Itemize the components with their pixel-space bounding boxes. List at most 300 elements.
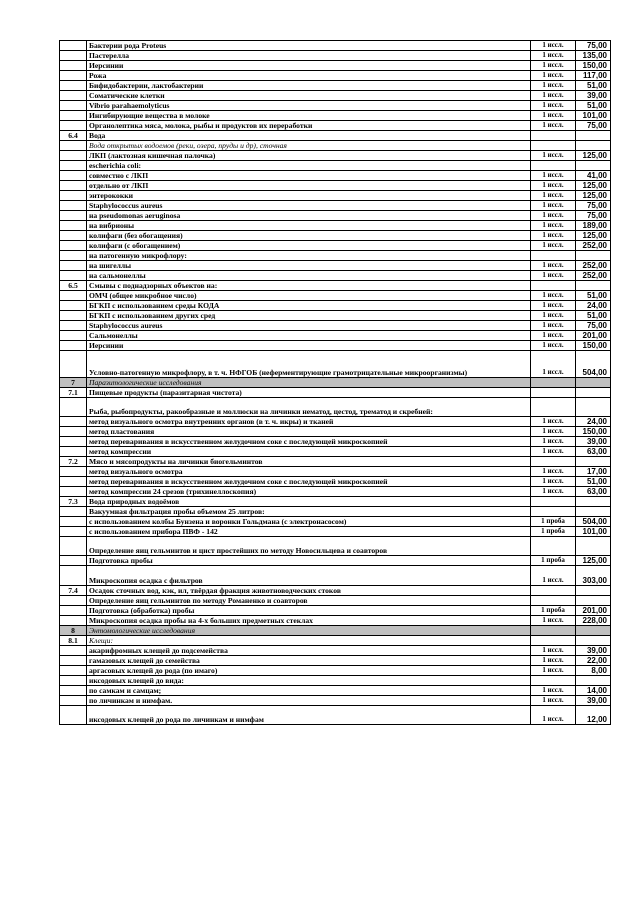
- table-row: [60, 101, 611, 111]
- item-name: по самкам и самцам;: [87, 686, 531, 696]
- price-cell: [576, 636, 611, 646]
- item-name: метод переваривания в искусственном желудочном соке с последующей микроскопией: [87, 477, 531, 487]
- table-row: [60, 437, 611, 447]
- price-cell: [576, 457, 611, 467]
- price-cell: 228,00: [576, 616, 611, 626]
- table-row: [60, 181, 611, 191]
- row-number: [60, 141, 87, 151]
- item-name: Staphylococcus aureus: [87, 321, 531, 331]
- price-cell: [576, 378, 611, 388]
- row-number: [60, 487, 87, 497]
- table-row: [60, 191, 611, 201]
- price-cell: [576, 497, 611, 507]
- unit-cell: 1 иссл.: [531, 447, 576, 457]
- price-cell: 252,00: [576, 241, 611, 251]
- unit-cell: 1 иссл.: [531, 666, 576, 676]
- table-row: [60, 331, 611, 341]
- row-number: [60, 321, 87, 331]
- item-name: Условно-патогенную микрофлору, в т. ч. НФГОБ (неферментирующие грамотрицательные микроорганизмы): [87, 351, 531, 378]
- table-row: [60, 497, 611, 507]
- price-cell: 41,00: [576, 171, 611, 181]
- row-number: [60, 311, 87, 321]
- row-number: [60, 537, 87, 556]
- table-row: [60, 676, 611, 686]
- unit-cell: 1 иссл.: [531, 91, 576, 101]
- item-name: Вода: [87, 131, 531, 141]
- unit-cell: 1 проба: [531, 527, 576, 537]
- row-number: [60, 606, 87, 616]
- table-row: [60, 321, 611, 331]
- unit-cell: [531, 596, 576, 606]
- unit-cell: 1 иссл.: [531, 61, 576, 71]
- price-cell: [576, 507, 611, 517]
- table-row: [60, 311, 611, 321]
- item-name: Ингибирующие вещества в молоке: [87, 111, 531, 121]
- table-row: [60, 527, 611, 537]
- row-number: [60, 51, 87, 61]
- unit-cell: 1 иссл.: [531, 417, 576, 427]
- item-name: БГКП с использованием среды КОДА: [87, 301, 531, 311]
- table-row: [60, 351, 611, 378]
- row-number: [60, 251, 87, 261]
- unit-cell: 1 иссл.: [531, 191, 576, 201]
- item-name: Соматические клетки: [87, 91, 531, 101]
- table-row: [60, 231, 611, 241]
- row-number: [60, 447, 87, 457]
- unit-cell: 1 иссл.: [531, 171, 576, 181]
- table-row: [60, 71, 611, 81]
- unit-cell: 1 иссл.: [531, 181, 576, 191]
- unit-cell: [531, 676, 576, 686]
- row-number: [60, 101, 87, 111]
- unit-cell: 1 иссл.: [531, 261, 576, 271]
- unit-cell: 1 иссл.: [531, 51, 576, 61]
- table-row: [60, 477, 611, 487]
- row-number: 7.3: [60, 497, 87, 507]
- row-number: [60, 231, 87, 241]
- unit-cell: [531, 457, 576, 467]
- price-cell: 125,00: [576, 556, 611, 566]
- unit-cell: [531, 161, 576, 171]
- table-row: [60, 281, 611, 291]
- table-row: [60, 427, 611, 437]
- table-row: [60, 696, 611, 706]
- table-row: [60, 241, 611, 251]
- unit-cell: 1 иссл.: [531, 351, 576, 378]
- table-row: [60, 556, 611, 566]
- table-row: [60, 301, 611, 311]
- table-row: [60, 378, 611, 388]
- row-number: [60, 161, 87, 171]
- unit-cell: [531, 131, 576, 141]
- item-name: Иерсинии: [87, 341, 531, 351]
- item-name: на шигеллы: [87, 261, 531, 271]
- table-row: [60, 636, 611, 646]
- table-row: [60, 61, 611, 71]
- unit-cell: [531, 507, 576, 517]
- unit-cell: 1 иссл.: [531, 487, 576, 497]
- row-number: [60, 81, 87, 91]
- price-cell: 201,00: [576, 606, 611, 616]
- unit-cell: 1 иссл.: [531, 646, 576, 656]
- table-row: [60, 507, 611, 517]
- unit-cell: 1 иссл.: [531, 291, 576, 301]
- table-row: [60, 646, 611, 656]
- item-name: escherichia coli:: [87, 161, 531, 171]
- item-name: Микроскопия осадка с фильтров: [87, 566, 531, 586]
- price-cell: 75,00: [576, 41, 611, 51]
- row-number: [60, 291, 87, 301]
- item-name: Иерсинии: [87, 61, 531, 71]
- table-row: [60, 291, 611, 301]
- item-name: Бактерии рода Proteus: [87, 41, 531, 51]
- row-number: [60, 331, 87, 341]
- row-number: [60, 241, 87, 251]
- price-cell: 24,00: [576, 417, 611, 427]
- table-row: [60, 171, 611, 181]
- unit-cell: 1 проба: [531, 606, 576, 616]
- table-row: [60, 596, 611, 606]
- item-name: Подготовка пробы: [87, 556, 531, 566]
- unit-cell: 1 иссл.: [531, 271, 576, 281]
- row-number: [60, 121, 87, 131]
- price-cell: 101,00: [576, 527, 611, 537]
- row-number: [60, 616, 87, 626]
- unit-cell: [531, 586, 576, 596]
- unit-cell: 1 иссл.: [531, 301, 576, 311]
- price-cell: 39,00: [576, 696, 611, 706]
- price-cell: 51,00: [576, 311, 611, 321]
- table-row: [60, 586, 611, 596]
- price-cell: 75,00: [576, 201, 611, 211]
- row-number: [60, 351, 87, 378]
- item-name: Энтомологические исследования: [87, 626, 531, 636]
- unit-cell: [531, 281, 576, 291]
- unit-cell: 1 иссл.: [531, 427, 576, 437]
- row-number: [60, 91, 87, 101]
- item-name: отдельно от ЛКП: [87, 181, 531, 191]
- table-row: [60, 616, 611, 626]
- row-number: [60, 398, 87, 417]
- row-number: [60, 666, 87, 676]
- unit-cell: 1 иссл.: [531, 311, 576, 321]
- table-row: [60, 121, 611, 131]
- row-number: [60, 566, 87, 586]
- item-name: метод переваривания в искусственном желудочном соке с последующей микроскопией: [87, 437, 531, 447]
- table-row: [60, 666, 611, 676]
- item-name: совместно с ЛКП: [87, 171, 531, 181]
- table-row: [60, 141, 611, 151]
- price-cell: 75,00: [576, 211, 611, 221]
- unit-cell: 1 иссл.: [531, 71, 576, 81]
- table-row: [60, 537, 611, 556]
- unit-cell: 1 иссл.: [531, 121, 576, 131]
- price-cell: 51,00: [576, 101, 611, 111]
- item-name: гамазовых клещей до семейства: [87, 656, 531, 666]
- unit-cell: 1 иссл.: [531, 477, 576, 487]
- row-number: [60, 71, 87, 81]
- item-name: Рожа: [87, 71, 531, 81]
- price-cell: [576, 388, 611, 398]
- price-cell: 117,00: [576, 71, 611, 81]
- item-name: с использованием колбы Бунзена и воронки Гольдмана (с электронасосом): [87, 517, 531, 527]
- item-name: Микроскопия осадка пробы на 4-х больших предметных стеклах: [87, 616, 531, 626]
- row-number: 7.2: [60, 457, 87, 467]
- table-row: [60, 686, 611, 696]
- row-number: [60, 261, 87, 271]
- row-number: [60, 201, 87, 211]
- unit-cell: [531, 378, 576, 388]
- item-name: иксодовых клещей до вида:: [87, 676, 531, 686]
- table-row: [60, 211, 611, 221]
- row-number: [60, 417, 87, 427]
- table-row: [60, 626, 611, 636]
- item-name: ОМЧ (общее микробное число): [87, 291, 531, 301]
- row-number: [60, 427, 87, 437]
- row-number: [60, 61, 87, 71]
- row-number: [60, 41, 87, 51]
- table-row: [60, 656, 611, 666]
- row-number: [60, 111, 87, 121]
- table-row: [60, 398, 611, 417]
- price-cell: 189,00: [576, 221, 611, 231]
- item-name: с использованием прибора ПВФ - 142: [87, 527, 531, 537]
- price-cell: [576, 676, 611, 686]
- price-cell: [576, 537, 611, 556]
- item-name: энтерококки: [87, 191, 531, 201]
- unit-cell: [531, 537, 576, 556]
- row-number: [60, 221, 87, 231]
- price-cell: [576, 161, 611, 171]
- row-number: [60, 556, 87, 566]
- unit-cell: 1 иссл.: [531, 221, 576, 231]
- row-number: [60, 517, 87, 527]
- price-cell: 51,00: [576, 291, 611, 301]
- unit-cell: 1 иссл.: [531, 41, 576, 51]
- price-cell: 39,00: [576, 437, 611, 447]
- item-name: колифаги (с обогащением): [87, 241, 531, 251]
- unit-cell: [531, 141, 576, 151]
- item-name: Рыба, рыбопродукты, ракообразные и моллюски на личинки нематод, цестод, трематод и скребней:: [87, 398, 531, 417]
- price-cell: 201,00: [576, 331, 611, 341]
- row-number: [60, 676, 87, 686]
- price-cell: 252,00: [576, 271, 611, 281]
- table-row: [60, 517, 611, 527]
- price-cell: 14,00: [576, 686, 611, 696]
- row-number: 7.4: [60, 586, 87, 596]
- item-name: метод пластования: [87, 427, 531, 437]
- price-table-body: [60, 41, 611, 725]
- price-cell: [576, 141, 611, 151]
- price-cell: 51,00: [576, 81, 611, 91]
- row-number: 7.1: [60, 388, 87, 398]
- unit-cell: 1 иссл.: [531, 101, 576, 111]
- unit-cell: [531, 398, 576, 417]
- item-name: Мясо и мясопродукты на личинки биогельминтов: [87, 457, 531, 467]
- table-row: [60, 91, 611, 101]
- table-row: [60, 261, 611, 271]
- unit-cell: 1 иссл.: [531, 566, 576, 586]
- row-number: [60, 646, 87, 656]
- unit-cell: 1 иссл.: [531, 201, 576, 211]
- item-name: метод компрессии 24 срезов (трихинеллоскопия): [87, 487, 531, 497]
- price-cell: 504,00: [576, 351, 611, 378]
- price-cell: 504,00: [576, 517, 611, 527]
- item-name: на вибрионы: [87, 221, 531, 231]
- row-number: [60, 477, 87, 487]
- unit-cell: 1 иссл.: [531, 241, 576, 251]
- row-number: [60, 437, 87, 447]
- unit-cell: 1 иссл.: [531, 696, 576, 706]
- item-name: Бифидобактерии, лактобактерии: [87, 81, 531, 91]
- item-name: Клещи:: [87, 636, 531, 646]
- item-name: Паразитологические исследования: [87, 378, 531, 388]
- price-cell: 125,00: [576, 231, 611, 241]
- unit-cell: 1 иссл.: [531, 151, 576, 161]
- price-cell: 101,00: [576, 111, 611, 121]
- price-cell: 63,00: [576, 447, 611, 457]
- unit-cell: 1 иссл.: [531, 341, 576, 351]
- table-row: [60, 201, 611, 211]
- table-row: [60, 706, 611, 725]
- unit-cell: 1 иссл.: [531, 437, 576, 447]
- item-name: метод визуального осмотра внутренних органов (в т. ч. икры) и тканей: [87, 417, 531, 427]
- unit-cell: 1 иссл.: [531, 656, 576, 666]
- price-cell: 17,00: [576, 467, 611, 477]
- price-cell: 75,00: [576, 121, 611, 131]
- unit-cell: 1 проба: [531, 517, 576, 527]
- table-row: [60, 388, 611, 398]
- price-cell: 125,00: [576, 181, 611, 191]
- row-number: [60, 171, 87, 181]
- item-name: Вода природных водоёмов: [87, 497, 531, 507]
- table-row: [60, 161, 611, 171]
- price-cell: 12,00: [576, 706, 611, 725]
- row-number: [60, 507, 87, 517]
- item-name: Вода открытых водоемов (реки, озера, пруды и др), сточная: [87, 141, 531, 151]
- price-cell: 303,00: [576, 566, 611, 586]
- price-cell: 125,00: [576, 191, 611, 201]
- item-name: колифаги (без обогащения): [87, 231, 531, 241]
- table-row: [60, 341, 611, 351]
- table-row: [60, 251, 611, 261]
- price-cell: 51,00: [576, 477, 611, 487]
- item-name: на патогенную микрофлору:: [87, 251, 531, 261]
- table-row: [60, 151, 611, 161]
- price-cell: 150,00: [576, 61, 611, 71]
- row-number: 8.1: [60, 636, 87, 646]
- row-number: 6.4: [60, 131, 87, 141]
- unit-cell: [531, 388, 576, 398]
- item-name: Сальмонеллы: [87, 331, 531, 341]
- unit-cell: [531, 636, 576, 646]
- item-name: ЛКП (лактозная кишечная палочка): [87, 151, 531, 161]
- price-cell: 135,00: [576, 51, 611, 61]
- price-list-page: [59, 40, 610, 725]
- table-row: [60, 467, 611, 477]
- unit-cell: 1 иссл.: [531, 231, 576, 241]
- table-row: [60, 271, 611, 281]
- item-name: на pseudomonas aeruginosa: [87, 211, 531, 221]
- item-name: метод компрессии: [87, 447, 531, 457]
- table-row: [60, 221, 611, 231]
- unit-cell: 1 иссл.: [531, 111, 576, 121]
- item-name: Vibrio parahaemolyticus: [87, 101, 531, 111]
- row-number: [60, 181, 87, 191]
- unit-cell: 1 иссл.: [531, 686, 576, 696]
- row-number: [60, 467, 87, 477]
- item-name: Определение яиц гельминтов по методу Романенко и соавторов: [87, 596, 531, 606]
- table-row: [60, 131, 611, 141]
- item-name: на сальмонеллы: [87, 271, 531, 281]
- price-cell: 39,00: [576, 91, 611, 101]
- row-number: [60, 596, 87, 606]
- table-row: [60, 41, 611, 51]
- table-row: [60, 457, 611, 467]
- row-number: [60, 191, 87, 201]
- item-name: метод визуального осмотра: [87, 467, 531, 477]
- item-name: аргасовых клещей до рода (по имаго): [87, 666, 531, 676]
- table-row: [60, 111, 611, 121]
- price-cell: [576, 398, 611, 417]
- price-cell: 24,00: [576, 301, 611, 311]
- row-number: [60, 301, 87, 311]
- item-name: Вакуумная фильтрация пробы объемом 25 литров:: [87, 507, 531, 517]
- price-cell: 150,00: [576, 341, 611, 351]
- price-cell: 8,00: [576, 666, 611, 676]
- unit-cell: 1 иссл.: [531, 81, 576, 91]
- item-name: Пищевые продукты (паразитарная чистота): [87, 388, 531, 398]
- item-name: иксодовых клещей до рода по личинкам и нимфам: [87, 706, 531, 725]
- unit-cell: 1 иссл.: [531, 331, 576, 341]
- price-cell: [576, 596, 611, 606]
- price-cell: [576, 281, 611, 291]
- item-name: Смывы с поднадзорных объектов на:: [87, 281, 531, 291]
- item-name: Определение яиц гельминтов и цист простейших по методу Новосильцева и соавторов: [87, 537, 531, 556]
- unit-cell: 1 иссл.: [531, 706, 576, 725]
- item-name: Органолептика мяса, молока, рыбы и продуктов их переработки: [87, 121, 531, 131]
- table-row: [60, 566, 611, 586]
- unit-cell: [531, 497, 576, 507]
- table-row: [60, 51, 611, 61]
- price-cell: 75,00: [576, 321, 611, 331]
- table-row: [60, 606, 611, 616]
- price-cell: [576, 626, 611, 636]
- unit-cell: 1 иссл.: [531, 321, 576, 331]
- price-cell: 150,00: [576, 427, 611, 437]
- table-row: [60, 447, 611, 457]
- row-number: [60, 696, 87, 706]
- unit-cell: 1 иссл.: [531, 467, 576, 477]
- item-name: по личинкам и нимфам.: [87, 696, 531, 706]
- row-number: 7: [60, 378, 87, 388]
- price-table: [59, 40, 611, 725]
- price-cell: 39,00: [576, 646, 611, 656]
- item-name: Пастерелла: [87, 51, 531, 61]
- row-number: [60, 656, 87, 666]
- price-cell: [576, 131, 611, 141]
- row-number: [60, 527, 87, 537]
- row-number: 8: [60, 626, 87, 636]
- unit-cell: 1 иссл.: [531, 616, 576, 626]
- item-name: БГКП с использованием других сред: [87, 311, 531, 321]
- row-number: [60, 706, 87, 725]
- unit-cell: [531, 251, 576, 261]
- row-number: [60, 341, 87, 351]
- price-cell: 63,00: [576, 487, 611, 497]
- unit-cell: 1 иссл.: [531, 211, 576, 221]
- row-number: [60, 271, 87, 281]
